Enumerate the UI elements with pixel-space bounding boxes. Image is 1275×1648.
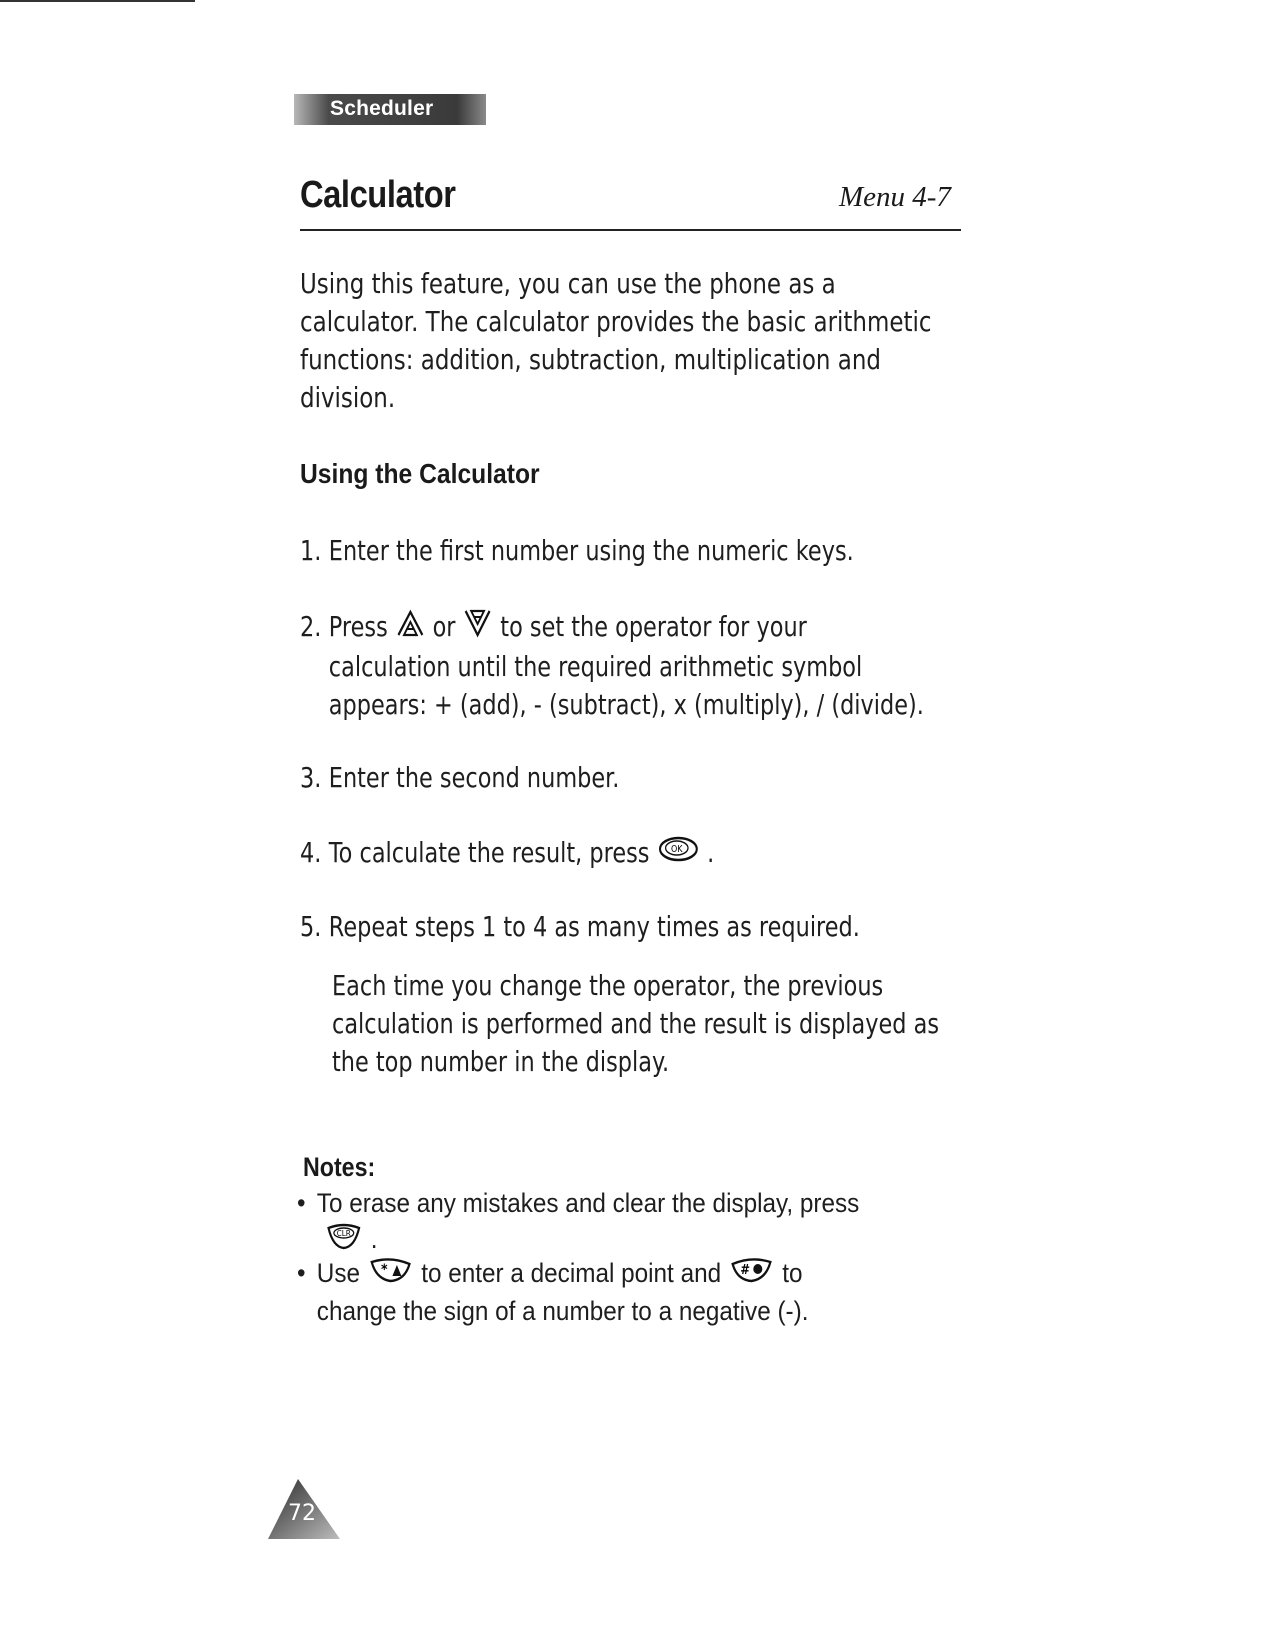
intro-line: functions: addition, subtraction, multiplication and	[300, 343, 881, 376]
note-1	[297, 1185, 1017, 1259]
note-2	[297, 1255, 1017, 1329]
bullet: •	[297, 1188, 306, 1218]
step-detail-line: calculation is performed and the result is displayed as	[332, 1007, 940, 1040]
step-number: 4.	[300, 836, 322, 869]
page-number: 72	[288, 1501, 316, 1526]
step-number: 5.	[300, 910, 322, 943]
down-arrow-key-icon	[463, 608, 492, 648]
intro-line: calculator. The calculator provides the basic arithmetic	[300, 305, 932, 338]
page-title: Calculator	[300, 174, 456, 216]
step-text: to set the operator for your	[500, 610, 807, 643]
step-text: To calculate the result, press	[328, 836, 650, 869]
note-text: to enter a decimal point and	[421, 1258, 722, 1288]
step-4	[300, 834, 1020, 873]
note-text: change the sign of a number to a negative (-).	[316, 1296, 809, 1327]
step-text: .	[707, 836, 715, 869]
page-number-badge	[264, 1477, 344, 1541]
step-number: 2.	[300, 610, 322, 643]
step-number: 3.	[300, 761, 322, 794]
step-text: Enter the second number.	[328, 761, 620, 794]
section-heading: Using the Calculator	[300, 458, 540, 489]
step-detail-line: Each time you change the operator, the previous	[332, 969, 884, 1002]
note-continuation	[297, 1221, 1017, 1259]
step-text: Press	[328, 610, 388, 643]
step-5-detail	[332, 967, 1052, 1081]
step-3	[300, 759, 1020, 797]
step-detail-line: the top number in the display.	[332, 1045, 670, 1078]
step-number: 1.	[300, 534, 322, 567]
note-text: .	[370, 1224, 378, 1254]
ok-key-label: OK	[670, 844, 683, 856]
note-text: To erase any mistakes and clear the display, press	[316, 1188, 860, 1218]
intro-paragraph	[300, 265, 956, 417]
notes-heading: Notes:	[303, 1152, 376, 1182]
menu-reference: Menu 4-7	[839, 181, 951, 213]
top-edge-rule	[0, 0, 195, 2]
step-5	[300, 908, 1020, 946]
step-text: calculation until the required arithmetic symbol	[328, 650, 863, 683]
step-text: Enter the first number using the numeric keys.	[328, 534, 854, 567]
up-arrow-key-icon	[396, 608, 425, 648]
ok-key-icon	[657, 835, 699, 873]
star-key-icon	[369, 1256, 412, 1293]
intro-line: Using this feature, you can use the phone as a	[300, 267, 836, 300]
note-text: Use	[316, 1258, 361, 1288]
bullet: •	[297, 1258, 306, 1288]
step-text: or	[432, 610, 456, 643]
step-text: Repeat steps 1 to 4 as many times as required.	[328, 910, 860, 943]
note-text: to	[782, 1258, 803, 1288]
star-key-label: *	[381, 1262, 388, 1279]
clr-key-label: CLR	[336, 1229, 351, 1239]
clr-key-icon	[326, 1222, 362, 1259]
section-tag-label: Scheduler	[330, 97, 434, 120]
hash-key-label: #	[740, 1262, 751, 1278]
step-2	[300, 608, 1020, 724]
section-tag	[294, 94, 486, 125]
step-1	[300, 532, 1020, 570]
title-divider	[300, 229, 961, 231]
hash-key-icon	[730, 1256, 773, 1293]
step-text: appears: + (add), - (subtract), x (multiply), / (divide).	[328, 688, 924, 721]
intro-line: division.	[300, 381, 396, 414]
